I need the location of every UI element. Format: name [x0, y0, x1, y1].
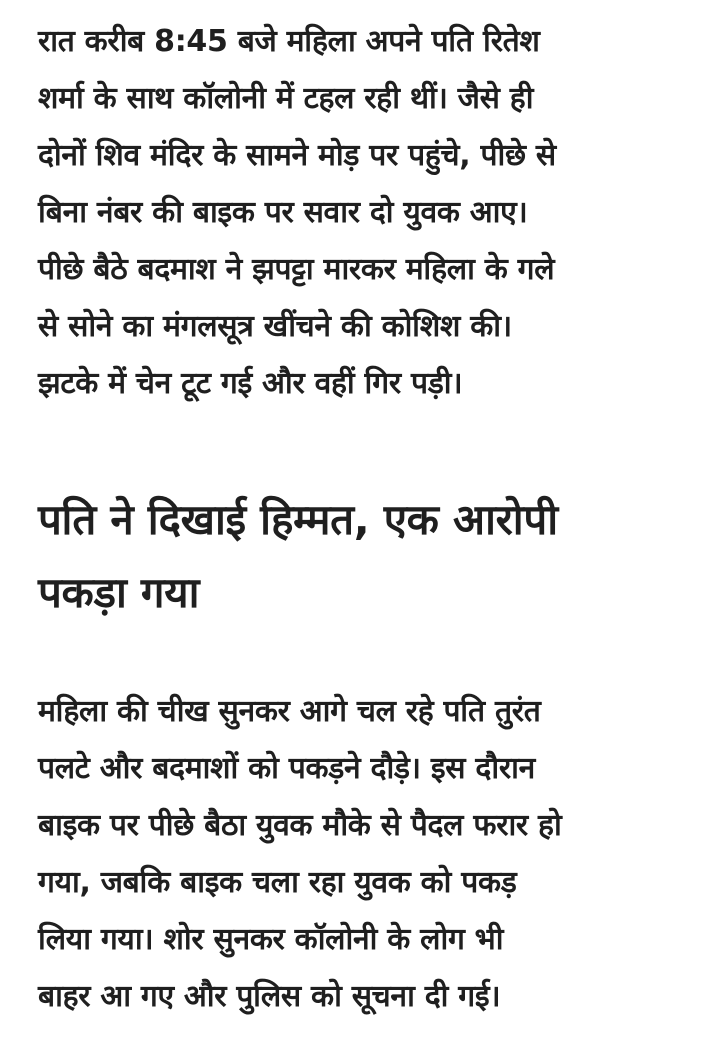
article-paragraph-1 — [38, 13, 688, 412]
paragraph-line: गया, जबकि बाइक चला रहा युवक को पकड़ — [38, 865, 517, 900]
paragraph-line: बाहर आ गए और पुलिस को सूचना दी गई। — [38, 979, 501, 1014]
paragraph-line: से सोने का मंगलसूत्र खींचने की कोशिश की। — [38, 309, 512, 344]
paragraph-line: शर्मा के साथ कॉलोनी में टहल रही थीं। जैसे ही — [38, 81, 534, 116]
paragraph-line: पीछे बैठे बदमाश ने झपट्टा मारकर महिला के गले — [38, 252, 555, 287]
paragraph-line: रात करीब 8:45 बजे महिला अपने पति रितेश — [38, 24, 540, 59]
paragraph-line: महिला की चीख सुनकर आगे चल रहे पति तुरंत — [38, 694, 541, 729]
article-paragraph-2 — [38, 683, 688, 1025]
subheading-line: पकड़ा गया — [38, 568, 200, 617]
paragraph-line: पलटे और बदमाशों को पकड़ने दौड़े। इस दौरान — [38, 751, 535, 786]
paragraph-line: बाइक पर पीछे बैठा युवक मौके से पैदल फरार हो — [38, 808, 562, 843]
paragraph-line: झटके में चेन टूट गई और वहीं गिर पड़ी। — [38, 366, 463, 401]
subheading-line: पति ने दिखाई हिम्मत, एक आरोपी — [38, 495, 558, 544]
paragraph-line: लिया गया। शोर सुनकर कॉलोनी के लोग भी — [38, 922, 504, 957]
paragraph-line: दोनों शिव मंदिर के सामने मोड़ पर पहुंचे, पीछे से — [38, 138, 556, 173]
article-subheading — [38, 483, 688, 629]
paragraph-line: बिना नंबर की बाइक पर सवार दो युवक आए। — [38, 195, 528, 230]
